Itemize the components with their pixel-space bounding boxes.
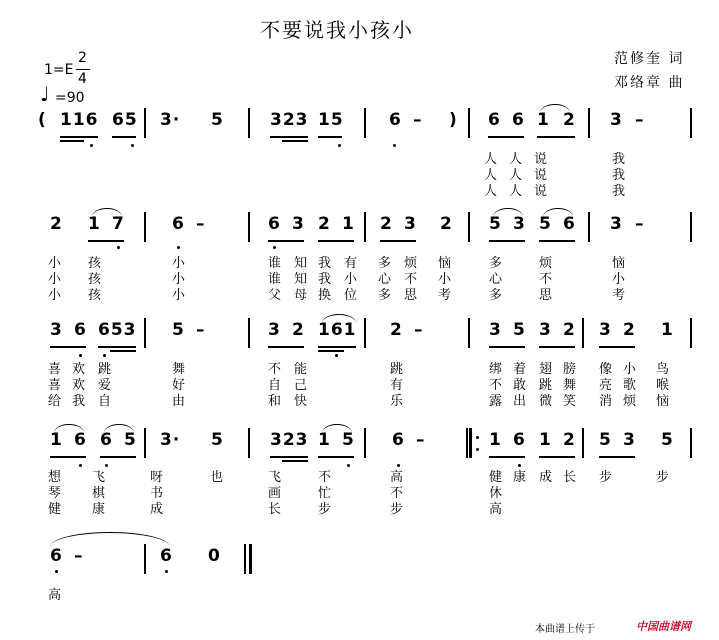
lyric-syllable: 亮 <box>599 378 613 393</box>
beam-underline <box>282 140 308 142</box>
lyric-syllable: 琴 <box>48 486 62 501</box>
lyric-syllable: 成 <box>539 470 553 485</box>
lyric-syllable: 翅 <box>539 362 553 377</box>
note: 1 <box>661 320 674 340</box>
page-title: 不要说我小孩小 <box>260 18 414 42</box>
beam-underline <box>268 240 304 242</box>
lyric-syllable: 恼 <box>612 256 626 271</box>
beam-underline <box>539 346 575 348</box>
lyric-syllable: 不 <box>318 470 332 485</box>
lyric-syllable: 也 <box>210 470 224 485</box>
note: 6 <box>160 546 173 566</box>
lyric-syllable: 步 <box>656 470 670 485</box>
beam-underline <box>488 136 524 138</box>
note: 6 <box>512 110 525 130</box>
beam-underline <box>50 346 86 348</box>
slur <box>322 424 352 433</box>
note: 15 <box>318 110 344 130</box>
lyric-syllable: 由 <box>172 394 186 409</box>
lyric-syllable: 小 <box>48 272 62 287</box>
note: 2 <box>390 320 403 340</box>
note: 2 <box>440 214 453 234</box>
lyric-syllable: 小 <box>48 256 62 271</box>
note: 3 <box>489 320 502 340</box>
lyric-syllable: 能 <box>294 362 308 377</box>
slur <box>493 208 523 217</box>
footer-upload-text: 本曲谱上传于 <box>535 624 595 635</box>
lyric-syllable: 欢 <box>72 378 86 393</box>
octave-dot <box>518 464 521 467</box>
lyric-syllable: 恼 <box>438 256 452 271</box>
note: 5 <box>124 430 137 450</box>
beam-underline <box>110 350 136 352</box>
note: – <box>196 320 206 340</box>
beam-underline <box>60 136 98 138</box>
slur <box>54 424 84 433</box>
beam-underline <box>599 346 635 348</box>
lyric-syllable: 孩 <box>88 256 102 271</box>
lyric-syllable: 快 <box>294 394 308 409</box>
octave-dot <box>79 464 82 467</box>
note: 2 <box>563 430 576 450</box>
lyric-syllable: 飞 <box>92 470 106 485</box>
note: 5 <box>661 430 674 450</box>
note: 3 <box>268 320 281 340</box>
lyric-syllable: 孩 <box>88 272 102 287</box>
lyric-syllable: 我 <box>612 184 626 199</box>
note: 2 <box>563 320 576 340</box>
note: 0 <box>208 546 221 566</box>
bar-line <box>468 318 470 348</box>
note: 6 <box>172 214 185 234</box>
octave-dot <box>338 144 341 147</box>
lyric-syllable: 乐 <box>390 394 404 409</box>
note: 6 <box>389 110 402 130</box>
lyric-syllable: 跳 <box>98 362 112 377</box>
octave-dot <box>105 464 108 467</box>
lyric-syllable: 不 <box>404 272 418 287</box>
note: 5 <box>172 320 185 340</box>
lyric-syllable: 着 <box>513 362 527 377</box>
slur <box>322 314 356 323</box>
tempo-marking: =90 <box>55 90 85 106</box>
lyric-syllable: 人人说 <box>484 152 560 167</box>
final-bar-line-thin <box>244 544 246 574</box>
octave-dot <box>177 246 180 249</box>
beam-underline <box>268 346 304 348</box>
lyric-syllable: 消 <box>599 394 613 409</box>
time-signature-bottom: 4 <box>78 71 87 87</box>
lyric-syllable: 舞 <box>172 362 186 377</box>
note: – <box>196 214 206 234</box>
beam-underline <box>539 456 575 458</box>
octave-dot <box>273 246 276 249</box>
lyric-syllable: 谁 <box>268 256 282 271</box>
lyric-syllable: 思 <box>539 288 553 303</box>
lyric-syllable: 孩 <box>88 288 102 303</box>
bar-line <box>144 318 146 348</box>
lyric-syllable: 知 <box>294 272 308 287</box>
note: 1 <box>537 110 550 130</box>
lyric-syllable: 喉 <box>656 378 670 393</box>
lyric-syllable: 心 <box>489 272 503 287</box>
octave-dot <box>55 570 58 573</box>
lyric-syllable: 小 <box>172 272 186 287</box>
note: 3 <box>50 320 63 340</box>
site-logo[interactable]: 中国曲谱网 <box>636 620 691 633</box>
lyric-syllable: 喜 <box>48 378 62 393</box>
note: 1 <box>318 430 331 450</box>
lyric-syllable: 书 <box>150 486 164 501</box>
octave-dot <box>117 246 120 249</box>
lyric-syllable: 露 <box>489 394 503 409</box>
lyric-syllable: 跳 <box>390 362 404 377</box>
octave-dot <box>131 144 134 147</box>
note: 6 <box>74 430 87 450</box>
beam-underline <box>270 456 308 458</box>
note: 5 <box>539 214 552 234</box>
beam-underline <box>537 136 575 138</box>
lyric-syllable: 康 <box>92 502 106 517</box>
lyric-syllable: 想 <box>48 470 62 485</box>
lyric-syllable: 笑 <box>563 394 577 409</box>
note: 6 <box>74 320 87 340</box>
lyric-syllable: 有 <box>344 256 358 271</box>
lyric-syllable: 人人说 <box>484 184 560 199</box>
lyric-syllable: 己 <box>294 378 308 393</box>
note: 5 <box>211 430 224 450</box>
beam-underline <box>380 240 416 242</box>
note: 3 <box>623 430 636 450</box>
note: 323 <box>270 430 309 450</box>
beam-underline <box>318 240 354 242</box>
octave-dot <box>165 570 168 573</box>
quarter-note-icon: ♩ <box>40 82 50 106</box>
bar-line <box>144 212 146 242</box>
lyric-syllable: 小 <box>172 288 186 303</box>
lyricist-credit: 范修奎 词 <box>614 51 685 67</box>
bar-line <box>690 108 692 138</box>
lyric-syllable: 膀 <box>563 362 577 377</box>
note: 3 <box>404 214 417 234</box>
lyric-syllable: 敢 <box>513 378 527 393</box>
note: 1 <box>539 430 552 450</box>
lyric-syllable: 考 <box>438 288 452 303</box>
bar-line <box>144 544 146 574</box>
lyric-syllable: 高 <box>390 470 404 485</box>
bar-line <box>364 108 366 138</box>
note: 6 <box>513 430 526 450</box>
lyric-syllable: 不 <box>390 486 404 501</box>
lyric-syllable: 小 <box>172 256 186 271</box>
lyric-syllable: 多 <box>378 288 392 303</box>
lyric-syllable: 多 <box>489 288 503 303</box>
lyric-syllable: 烦 <box>539 256 553 271</box>
bar-line <box>466 428 468 458</box>
lyric-syllable: 小 <box>438 272 452 287</box>
octave-dot <box>103 354 106 357</box>
note: 6 <box>100 430 113 450</box>
repeat-dot <box>476 436 479 439</box>
note: 161 <box>318 320 357 340</box>
octave-dot <box>335 354 338 357</box>
lyric-syllable: 我 <box>612 168 626 183</box>
bar-line <box>364 318 366 348</box>
note: 3 <box>292 214 305 234</box>
key-signature: 1=E <box>44 62 74 78</box>
beam-underline <box>50 456 86 458</box>
note: 7 <box>112 214 125 234</box>
composer-credit: 邓络章 曲 <box>614 75 685 91</box>
lyric-syllable: 我 <box>612 152 626 167</box>
lyric-syllable: 画 <box>268 486 282 501</box>
bar-line <box>144 108 146 138</box>
note: 3· <box>160 110 181 130</box>
lyric-syllable: 谁 <box>268 272 282 287</box>
bar-line <box>690 318 692 348</box>
note: – <box>74 546 84 566</box>
lyric-syllable: 父 <box>268 288 282 303</box>
note: 6 <box>268 214 281 234</box>
lyric-syllable: 鸟 <box>656 362 670 377</box>
note: 2 <box>318 214 331 234</box>
octave-dot <box>79 354 82 357</box>
octave-dot <box>393 144 396 147</box>
bar-line <box>248 212 250 242</box>
lyric-syllable: 爱 <box>98 378 112 393</box>
lyric-syllable: 考 <box>612 288 626 303</box>
bar-line <box>248 428 250 458</box>
octave-dot <box>90 144 93 147</box>
note: 6 <box>392 430 405 450</box>
lyric-syllable: 小 <box>344 272 358 287</box>
bar-line <box>588 108 590 138</box>
lyric-syllable: 出 <box>513 394 527 409</box>
lyric-syllable: 康 <box>513 470 527 485</box>
lyric-syllable: 我 <box>72 394 86 409</box>
beam-underline <box>318 456 354 458</box>
beam-underline <box>318 350 344 352</box>
bar-line <box>144 428 146 458</box>
lyric-syllable: 忙 <box>318 486 332 501</box>
lyric-syllable: 歌 <box>623 378 637 393</box>
note: – <box>416 430 426 450</box>
slur <box>104 424 134 433</box>
note: 6 <box>563 214 576 234</box>
beam-underline <box>270 136 308 138</box>
note: – <box>635 214 645 234</box>
lyric-syllable: 长 <box>268 502 282 517</box>
lyric-syllable: 有 <box>390 378 404 393</box>
lyric-syllable: 不 <box>268 362 282 377</box>
slur <box>543 208 573 217</box>
lyric-syllable: 母 <box>294 288 308 303</box>
note: 5 <box>599 430 612 450</box>
note: 653 <box>98 320 137 340</box>
tie-arc <box>50 532 170 547</box>
lyric-syllable: 不 <box>539 272 553 287</box>
beam-underline <box>98 346 136 348</box>
lyric-syllable: 我 <box>318 256 332 271</box>
note: 5 <box>489 214 502 234</box>
lyric-syllable: 人人说 <box>484 168 560 183</box>
octave-dot <box>397 464 400 467</box>
slur <box>540 104 570 113</box>
note: 5 <box>342 430 355 450</box>
lyric-syllable: 不 <box>489 378 503 393</box>
lyric-syllable: 步 <box>390 502 404 517</box>
lyric-syllable: 休 <box>489 486 503 501</box>
note: 1 <box>50 430 63 450</box>
beam-underline <box>318 346 356 348</box>
note: 2 <box>292 320 305 340</box>
beam-underline <box>489 346 525 348</box>
octave-dot <box>347 464 350 467</box>
bar-line <box>248 108 250 138</box>
note: 1 <box>342 214 355 234</box>
lyric-syllable: 绑 <box>489 362 503 377</box>
time-signature-top: 2 <box>78 50 87 66</box>
bar-line <box>468 108 470 138</box>
lyric-syllable: 换 <box>318 288 332 303</box>
lyric-syllable: 位 <box>344 288 358 303</box>
lyric-syllable: 呀 <box>150 470 164 485</box>
beam-underline <box>318 136 342 138</box>
lyric-syllable: 健 <box>48 502 62 517</box>
lyric-syllable: 我 <box>318 272 332 287</box>
lyric-syllable: 健 <box>489 470 503 485</box>
lyric-syllable: 飞 <box>268 470 282 485</box>
slur <box>92 208 122 217</box>
note: 6 <box>50 546 63 566</box>
note: 65 <box>112 110 138 130</box>
lyric-syllable: 小 <box>623 362 637 377</box>
lyric-syllable: 烦 <box>404 256 418 271</box>
note: ( <box>38 110 47 130</box>
note: 2 <box>563 110 576 130</box>
beam-underline <box>539 240 575 242</box>
lyric-syllable: 恼 <box>656 394 670 409</box>
lyric-syllable: 思 <box>404 288 418 303</box>
bar-line <box>364 212 366 242</box>
note: ) <box>449 110 458 130</box>
bar-line <box>469 428 472 458</box>
lyric-syllable: 好 <box>172 378 186 393</box>
note: 323 <box>270 110 309 130</box>
lyric-syllable: 步 <box>599 470 613 485</box>
lyric-syllable: 棋 <box>92 486 106 501</box>
lyric-syllable: 自 <box>268 378 282 393</box>
lyric-syllable: 自 <box>98 394 112 409</box>
note: 5 <box>211 110 224 130</box>
beam-underline <box>112 136 136 138</box>
note: 116 <box>60 110 99 130</box>
lyric-syllable: 成 <box>150 502 164 517</box>
bar-line <box>690 212 692 242</box>
beam-underline <box>599 456 635 458</box>
beam-underline <box>489 240 525 242</box>
note: 5 <box>513 320 526 340</box>
note: – <box>635 110 645 130</box>
note: 1 <box>88 214 101 234</box>
bar-line <box>690 428 692 458</box>
repeat-dot <box>476 448 479 451</box>
note: 2 <box>380 214 393 234</box>
beam-underline <box>100 456 136 458</box>
lyric-syllable: 烦 <box>623 394 637 409</box>
lyric-syllable: 知 <box>294 256 308 271</box>
note: 3 <box>539 320 552 340</box>
lyric-syllable: 高 <box>48 588 62 603</box>
note: 3 <box>610 214 623 234</box>
lyric-syllable: 和 <box>268 394 282 409</box>
note: 6 <box>488 110 501 130</box>
lyric-syllable: 微 <box>539 394 553 409</box>
lyric-syllable: 长 <box>563 470 577 485</box>
note: 3 <box>513 214 526 234</box>
bar-line <box>468 212 470 242</box>
note: 1 <box>489 430 502 450</box>
final-bar-line-thick <box>249 544 252 574</box>
beam-underline <box>60 140 84 142</box>
note: 3 <box>610 110 623 130</box>
lyric-syllable: 小 <box>612 272 626 287</box>
lyric-syllable: 多 <box>489 256 503 271</box>
note: – <box>413 110 423 130</box>
beam-underline <box>88 240 124 242</box>
bar-line <box>582 428 584 458</box>
lyric-syllable: 跳 <box>539 378 553 393</box>
bar-line <box>364 428 366 458</box>
lyric-syllable: 舞 <box>563 378 577 393</box>
time-signature-line <box>76 69 90 70</box>
beam-underline <box>282 460 308 462</box>
lyric-syllable: 心 <box>378 272 392 287</box>
lyric-syllable: 高 <box>489 502 503 517</box>
lyric-syllable: 小 <box>48 288 62 303</box>
bar-line <box>248 318 250 348</box>
note: – <box>414 320 424 340</box>
bar-line <box>582 318 584 348</box>
lyric-syllable: 像 <box>599 362 613 377</box>
lyric-syllable: 给 <box>48 394 62 409</box>
beam-underline <box>489 456 525 458</box>
lyric-syllable: 多 <box>378 256 392 271</box>
note: 3 <box>599 320 612 340</box>
bar-line <box>588 212 590 242</box>
note: 2 <box>623 320 636 340</box>
note: 2 <box>50 214 63 234</box>
lyric-syllable: 喜 <box>48 362 62 377</box>
lyric-syllable: 欢 <box>72 362 86 377</box>
note: 3· <box>160 430 181 450</box>
lyric-syllable: 步 <box>318 502 332 517</box>
